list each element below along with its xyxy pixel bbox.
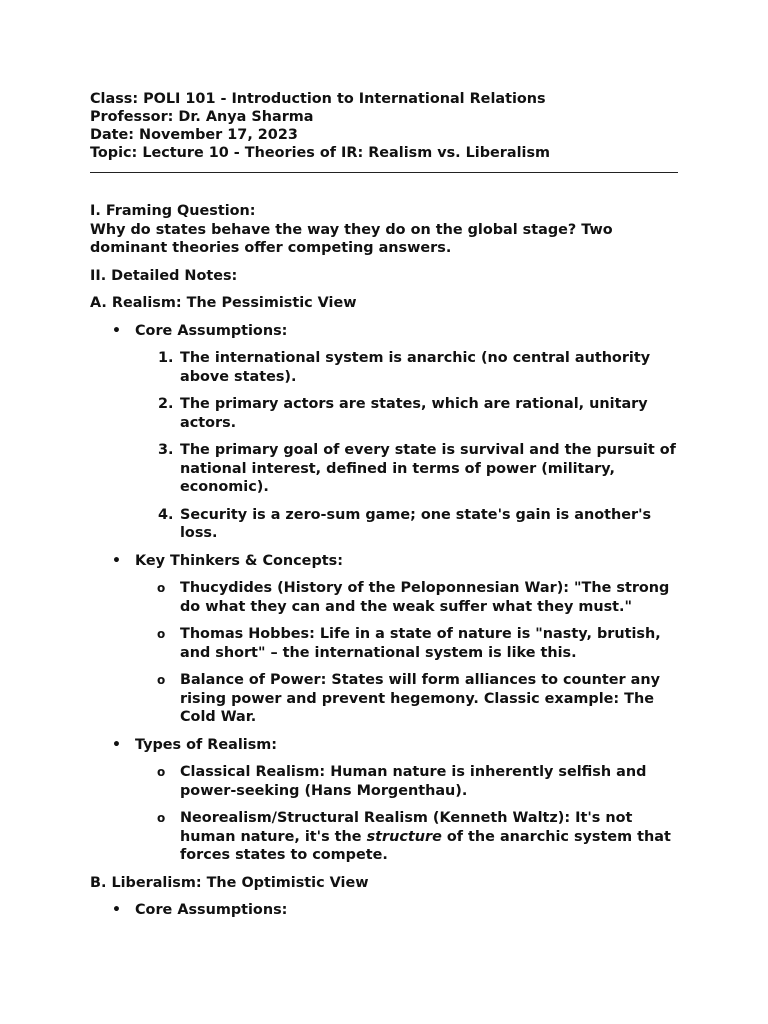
realism-heading: A. Realism: The Pessimistic View <box>90 295 357 311</box>
bullet-icon: • <box>112 736 121 753</box>
list-item <box>90 763 680 800</box>
professor-line: Professor: Dr. Anya Sharma <box>90 109 314 125</box>
circle-bullet-icon: o <box>157 581 166 595</box>
framing-text: Why do states behave the way they do on the global stage? Two dominant theories offer competing answers. <box>90 221 613 256</box>
date-line: Date: November 17, 2023 <box>90 127 298 143</box>
realism-core-item: The primary goal of every state is survival and the pursuit of national interest, defined in terms of power (military, economic). <box>180 442 676 495</box>
realism-thinkers-label: Key Thinkers & Concepts: <box>135 552 343 569</box>
neorealism-text-start: Neorealism/Structural Realism (Kenneth Waltz): It's not human nature, it's the <box>180 810 633 845</box>
liberalism-core-label: Core Assumptions: <box>135 902 288 918</box>
liberalism-heading: B. Liberalism: The Optimistic View <box>90 874 369 891</box>
realism-core-item: Security is a zero-sum game; one state's gain is another's loss. <box>180 506 652 541</box>
bullet-icon: • <box>112 552 121 569</box>
list-number: 1. <box>158 350 174 366</box>
realism-core-item: The primary actors are states, which are rational, unitary actors. <box>180 396 648 431</box>
header-divider <box>90 172 678 173</box>
realism-core-label: Core Assumptions: <box>135 322 288 339</box>
realism-type-item <box>180 810 671 863</box>
header-block <box>90 90 680 162</box>
list-item <box>90 736 680 755</box>
class-line: Class: POLI 101 - Introduction to International Relations <box>90 91 546 107</box>
realism-thinker-item: Balance of Power: States will form alliances to counter any rising power and prevent hegemony. Classic example: The Cold War. <box>180 672 660 725</box>
circle-bullet-icon: o <box>157 811 166 825</box>
realism-types-label: Types of Realism: <box>135 736 278 753</box>
bullet-icon: • <box>112 322 121 339</box>
realism-thinker-item: Thucydides (History of the Peloponnesian War): "The strong do what they can and the weak suffer what they must." <box>180 580 670 615</box>
framing-heading: I. Framing Question: <box>90 203 256 219</box>
circle-bullet-icon: o <box>157 627 166 641</box>
circle-bullet-icon: o <box>157 765 166 779</box>
list-item <box>90 322 680 341</box>
lecture-notes-page <box>90 90 680 920</box>
list-item <box>90 552 680 571</box>
realism-core-item: The international system is anarchic (no central authority above states). <box>180 350 651 385</box>
detailed-notes-heading: II. Detailed Notes: <box>90 267 238 284</box>
list-number: 4. <box>158 506 174 523</box>
list-item <box>90 506 680 543</box>
topic-line: Topic: Lecture 10 - Theories of IR: Realism vs. Liberalism <box>90 145 551 161</box>
structure-emphasis: structure <box>366 828 442 845</box>
list-item <box>90 625 680 662</box>
list-number: 2. <box>158 396 174 412</box>
list-item <box>90 349 680 386</box>
list-item <box>90 901 680 920</box>
realism-thinker-item: Thomas Hobbes: Life in a state of nature is "nasty, brutish, and short" – the international system is like this. <box>180 626 661 661</box>
list-item <box>90 579 680 616</box>
list-item <box>90 671 680 727</box>
list-item <box>90 441 680 497</box>
circle-bullet-icon: o <box>157 673 166 687</box>
list-item <box>90 395 680 432</box>
bullet-icon: • <box>112 902 121 918</box>
list-number: 3. <box>158 442 174 458</box>
list-item <box>90 809 680 865</box>
neorealism-text-end: of the anarchic system that forces states to compete. <box>180 828 671 863</box>
realism-type-item: Classical Realism: Human nature is inherently selfish and power-seeking (Hans Morgenthau). <box>180 764 647 799</box>
